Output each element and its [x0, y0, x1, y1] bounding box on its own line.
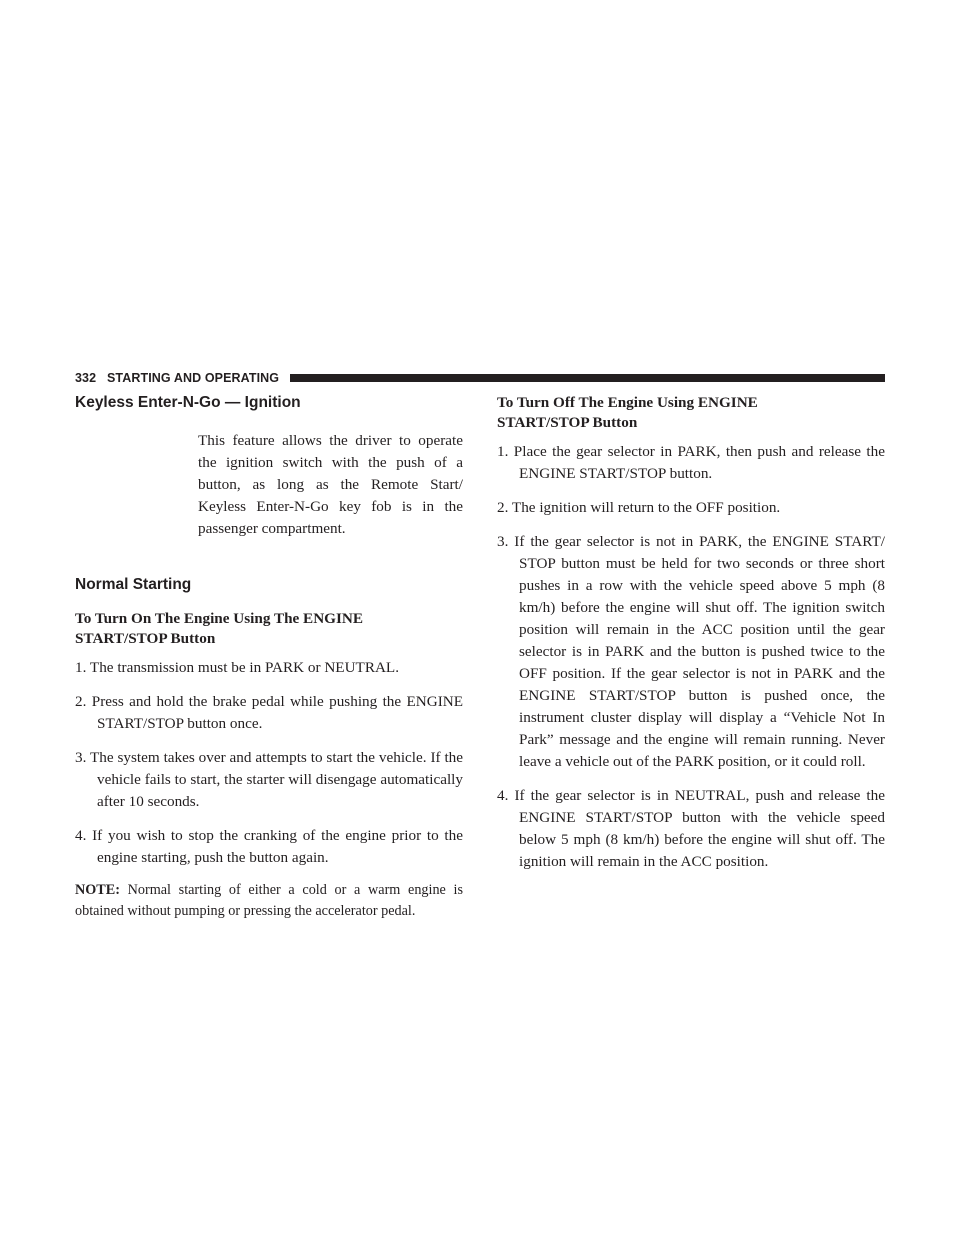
list-item: 2. Press and hold the brake pedal while pushing the ENGINE START/STOP button once.	[75, 693, 463, 732]
note-label: NOTE:	[75, 882, 120, 898]
section-title: STARTING AND OPERATING	[107, 371, 280, 385]
page-header	[75, 370, 885, 386]
intro-paragraph: This feature allows the driver to operate the ignition switch with the push of a button, as long as the Remote Start/ Keyless Enter-N-Go key fob is in the passenger compartment.	[198, 432, 463, 537]
note-text: Normal starting of either a cold or a warm engine is obtained without pumping or pressing the accelerator pedal.	[75, 882, 464, 919]
list-item: 1. Place the gear selector in PARK, then push and release the ENGINE START/STOP button.	[497, 443, 885, 482]
page-number: 332	[75, 371, 97, 385]
list-item: 4. If the gear selector is in NEUTRAL, push and release the ENGINE START/STOP button with the vehicle speed below 5 mph (8 km/h) before the engine will shut off. The ignition will remain in the ACC position.	[497, 787, 885, 870]
turn-off-steps	[497, 441, 885, 873]
note-paragraph	[75, 880, 463, 922]
turn-on-heading: To Turn On The Engine Using The ENGINE START/STOP Button	[75, 610, 363, 647]
header-rule	[290, 374, 885, 382]
turn-on-steps	[75, 657, 463, 869]
list-item: 4. If you wish to stop the cranking of the engine prior to the engine starting, push the button again.	[75, 827, 463, 866]
list-item: 3. If the gear selector is not in PARK, the ENGINE START/ STOP button must be held for two seconds or three short pushes in a row with the vehicle speed above 5 mph (8 km/h) before the engine will shut off. The ignition switch position will remain in the ACC position until the gear selector is in PARK and the button is pushed twice to the OFF position. If the gear selector is not in PARK and the ENGINE START/STOP button is pushed once, the instrument cluster display will display a “Vehicle Not In Park” message and the engine will remain running. Never leave a vehicle out of the PARK position, or it could roll.	[497, 533, 885, 770]
right-column	[497, 393, 885, 873]
left-column	[75, 393, 463, 922]
list-item: 1. The transmission must be in PARK or NEUTRAL.	[75, 659, 400, 676]
list-item: 3. The system takes over and attempts to start the vehicle. If the vehicle fails to start, the starter will disengage automatically after 10 seconds.	[75, 749, 463, 810]
normal-starting-heading: Normal Starting	[75, 576, 192, 593]
keyless-ignition-heading: Keyless Enter-N-Go — Ignition	[75, 394, 301, 411]
turn-off-heading: To Turn Off The Engine Using ENGINE START/STOP Button	[497, 394, 758, 431]
list-item: 2. The ignition will return to the OFF position.	[497, 499, 781, 516]
